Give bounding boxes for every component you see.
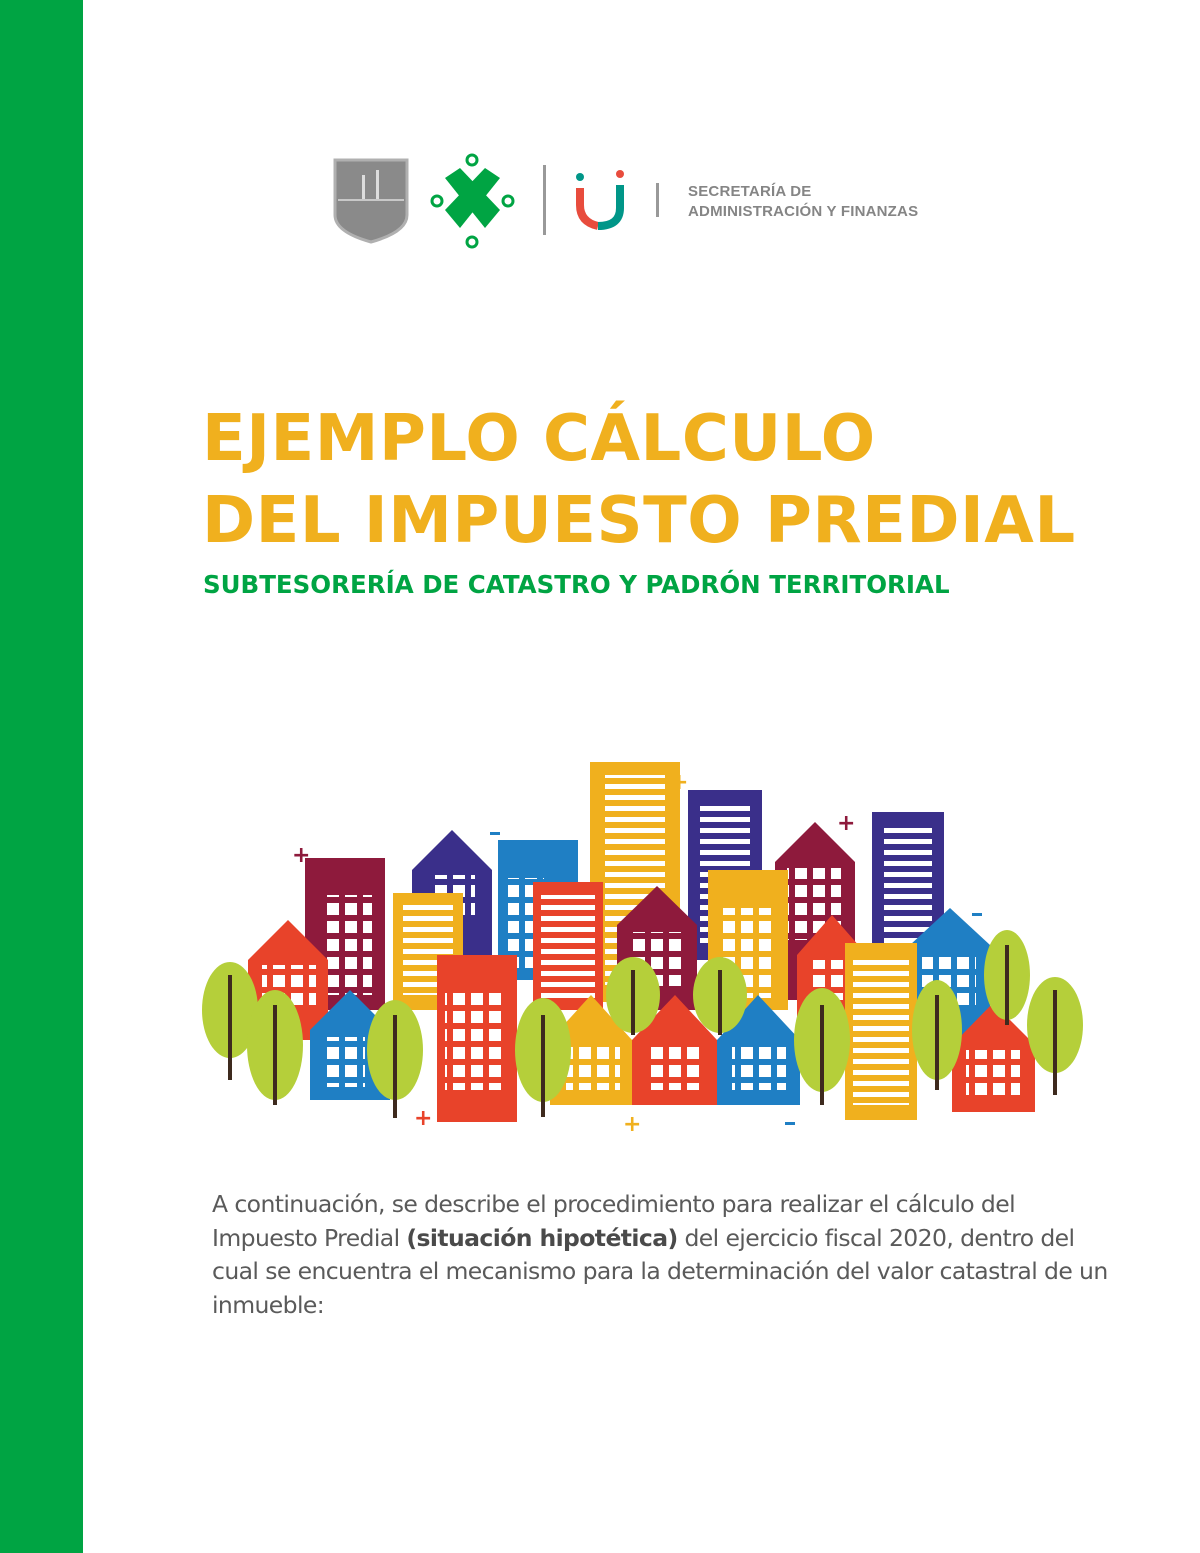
- city-illustration: [195, 755, 1095, 1135]
- page-subtitle: SUBTESORERÍA DE CATASTRO Y PADRÓN TERRITORIAL: [203, 570, 950, 599]
- agency-name: [688, 182, 918, 222]
- cdmx-logo-icon: [432, 155, 513, 247]
- svg-text:+: +: [670, 770, 689, 795]
- logo-divider: [656, 183, 659, 217]
- coat-of-arms-icon: [335, 160, 407, 242]
- svg-text:+: +: [837, 811, 856, 836]
- svg-text:+: +: [292, 843, 311, 868]
- intro-bold: (situación hipotética): [406, 1223, 678, 1252]
- buildings: [248, 762, 1035, 1122]
- svg-text:+: +: [414, 1106, 433, 1131]
- title-line-1: EJEMPLO CÁLCULO: [202, 402, 876, 476]
- innovation-logo-icon: [576, 170, 624, 226]
- agency-line-2: ADMINISTRACIÓN Y FINANZAS: [688, 203, 919, 220]
- logo-divider: [543, 165, 546, 235]
- title-line-2: DEL IMPUESTO PREDIAL: [202, 484, 1076, 558]
- svg-text:+: +: [623, 1112, 642, 1135]
- green-sidebar-band: [0, 0, 83, 1553]
- agency-line-1: SECRETARÍA DE: [688, 183, 812, 200]
- page-title: [202, 398, 1076, 562]
- intro-text-2: del ejercicio fiscal 2020, dentro del cual se encuentra el mecanismo para la determinación del valor catastral de un inmueble:: [212, 1223, 1108, 1319]
- intro-paragraph: [212, 1188, 1112, 1322]
- intro-text-1: A continuación, se describe el procedimiento para realizar el cálculo del Impuesto Predial: [212, 1190, 1016, 1252]
